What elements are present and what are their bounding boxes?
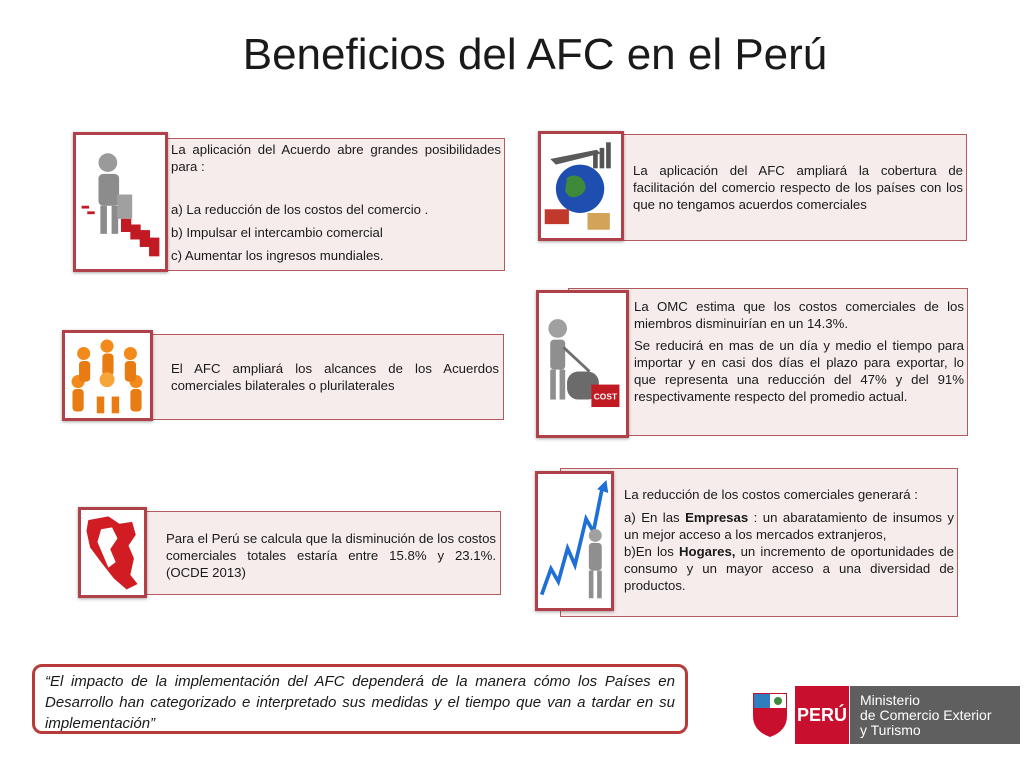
rising-graph-image xyxy=(535,471,614,611)
box1-item-a: a) La reducción de los costos del comercio . xyxy=(171,202,429,217)
box6-a-post: : un abaratamiento de insumos y un mejor acceso a los mercados extranjeros, xyxy=(624,510,954,542)
ministry-name xyxy=(850,686,1020,744)
box6-a-pre: a) En las xyxy=(624,510,686,525)
box6-b-bold: Hogares, xyxy=(679,544,736,559)
mincetur-logo xyxy=(750,686,1020,744)
peru-brand-label: PERÚ xyxy=(795,686,849,744)
globe-transport-image xyxy=(538,131,624,241)
box1-item-c: c) Aumentar los ingresos mundiales. xyxy=(171,248,384,263)
roller-cost-image xyxy=(536,290,629,438)
ministry-line-3: y Turismo xyxy=(860,722,921,738)
benefit-box-effects xyxy=(560,468,958,617)
ministry-line-1: Ministerio xyxy=(860,692,920,708)
peru-map-image xyxy=(78,507,147,598)
box4-text: La aplicación del AFC ampliará la cobertura de facilitación del comercio respecto de los países con los que no tengamos acuerdos comerciales xyxy=(633,163,963,212)
benefit-box-peru-costs xyxy=(140,511,501,595)
box3-text: Para el Perú se calcula que la disminución de los costos comerciales totales estaría entre 15.8% y 23.1%. (OCDE 2013) xyxy=(166,531,496,580)
benefit-box-coverage xyxy=(568,134,967,241)
pushing-cost-image xyxy=(73,132,168,272)
box6-b-pre: b)En los xyxy=(624,544,680,559)
box1-item-b: b) Impulsar el intercambio comercial xyxy=(171,225,383,240)
cost-label: COST xyxy=(593,391,618,402)
box6-b-post: un incremento de oportunidades de consumo y un mayor acceso a una diversidad de productos. xyxy=(624,544,955,593)
box6-intro: La reducción de los costos comerciales generará : xyxy=(624,487,918,502)
box2-text: El AFC ampliará los alcances de los Acuerdos comerciales bilaterales o plurilaterales xyxy=(171,361,499,393)
team-hands-image xyxy=(62,330,153,421)
box6-item-b xyxy=(624,543,954,594)
box6-a-bold: Empresas xyxy=(685,510,749,525)
benefit-box-agreements xyxy=(140,334,504,420)
ministry-line-2: de Comercio Exterior xyxy=(860,707,992,723)
box5-p2: Se reducirá en mas de un día y medio el tiempo para importar y en casi dos días el plazo para exportar, lo que representa una reducción del 47% y del 91% respectivamente respecto del promedio actual. xyxy=(634,338,964,404)
peru-shield-icon xyxy=(750,690,790,738)
benefit-box-opportunities xyxy=(140,138,505,271)
box6-item-a xyxy=(624,509,954,543)
box1-intro: La aplicación del Acuerdo abre grandes posibilidades para : xyxy=(171,142,501,174)
impact-quote: “El impacto de la implementación del AFC dependerá de la manera cómo los Países en Desarrollo han categorizado e interpretado sus medidas y el tiempo que van a tardar en su implementación” xyxy=(32,664,688,734)
page-title: Beneficios del AFC en el Perú xyxy=(242,30,828,79)
box5-p1: La OMC estima que los costos comerciales de los miembros disminuirían en un 14.3%. xyxy=(634,299,964,331)
